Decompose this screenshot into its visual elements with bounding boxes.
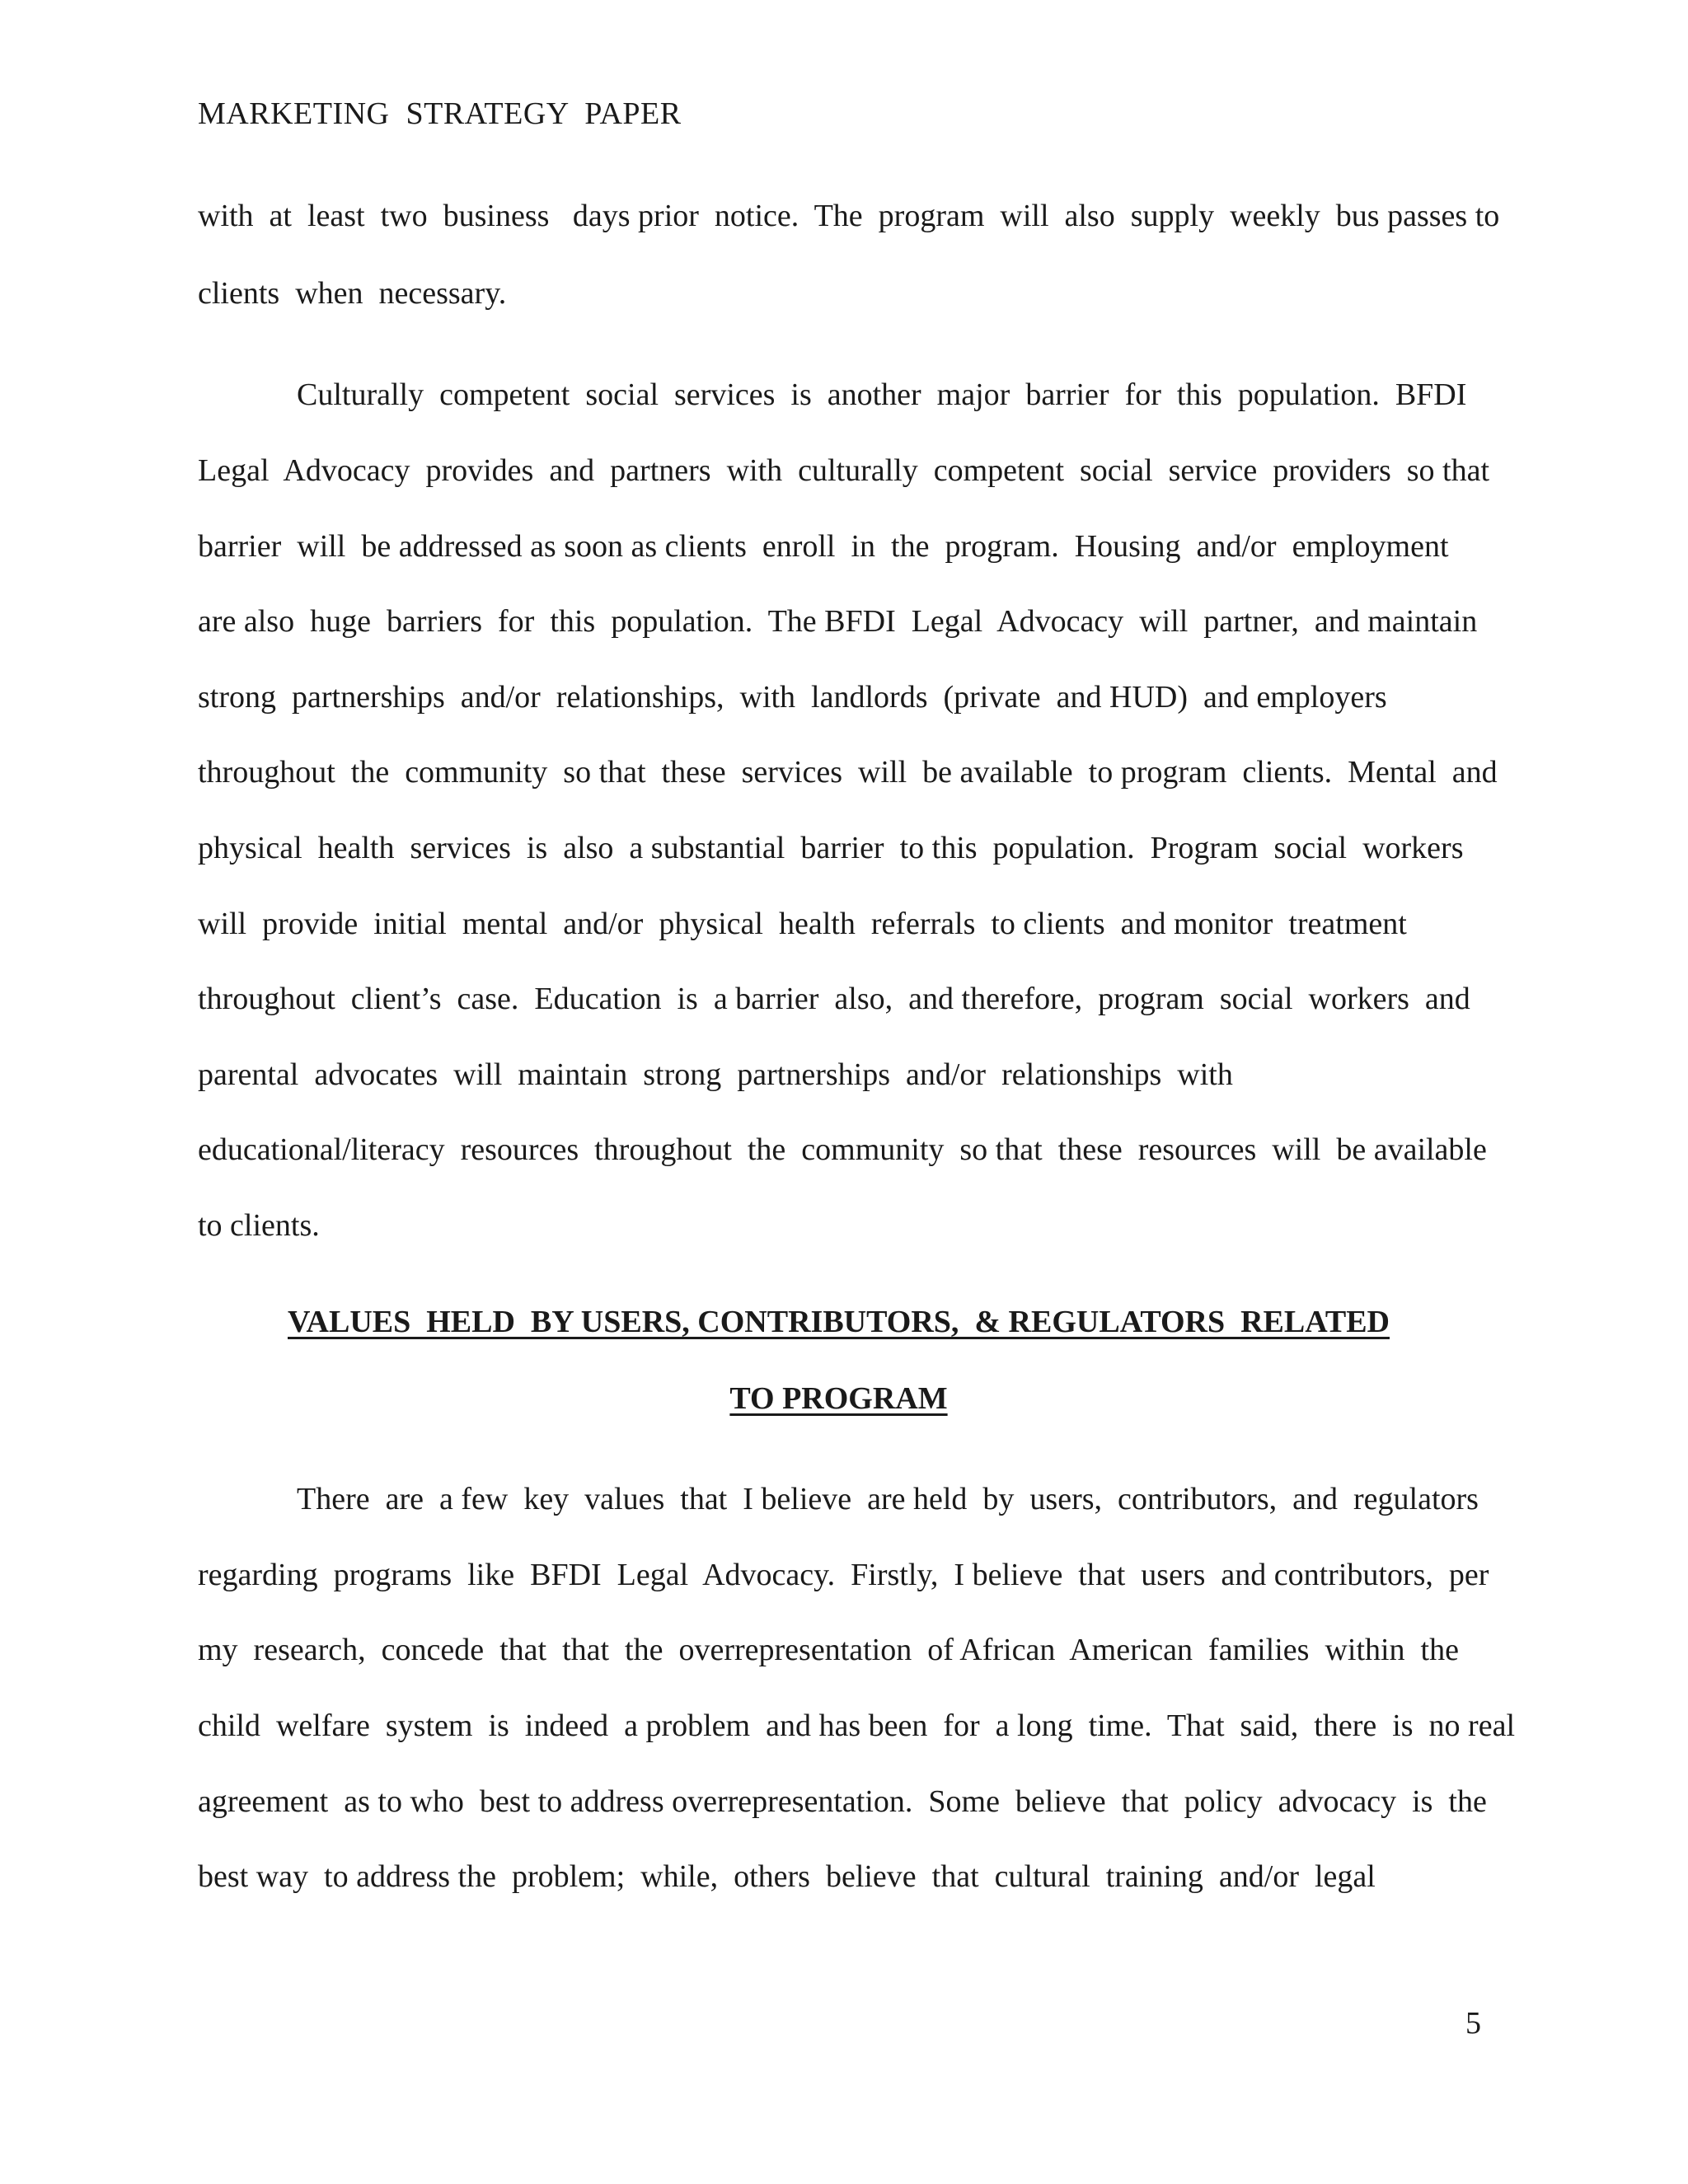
page-number: 5 — [1465, 2006, 1481, 2041]
body-line: There are a few key values that I believe are held by users, contributors, and regulators — [297, 1482, 1479, 1516]
body-line: child welfare system is indeed a problem and has been for a long time. That said, there is no real — [198, 1708, 1516, 1743]
body-line: clients when necessary. — [198, 276, 507, 311]
body-line: regarding programs like BFDI Legal Advocacy. Firstly, I believe that users and contributors, per — [198, 1558, 1489, 1592]
section-heading: VALUES HELD BY USERS, CONTRIBUTORS, & REGULATORS RELATED — [287, 1305, 1390, 1339]
body-line: best way to address the problem; while, others believe that cultural training and/or legal — [198, 1859, 1376, 1894]
body-line: are also huge barriers for this population. The BFDI Legal Advocacy will partner, and maintain — [198, 604, 1478, 639]
body-line: Culturally competent social services is another major barrier for this population. BFDI — [297, 377, 1467, 412]
body-line: strong partnerships and/or relationships, with landlords (private and HUD) and employers — [198, 680, 1387, 715]
body-line: Legal Advocacy provides and partners with culturally competent social service providers so that — [198, 453, 1490, 488]
body-line: with at least two business days prior notice. The program will also supply weekly bus passes to — [198, 199, 1500, 233]
body-line: parental advocates will maintain strong partnerships and/or relationships with — [198, 1057, 1233, 1092]
body-line: my research, concede that that the overrepresentation of African American families within the — [198, 1633, 1459, 1667]
body-line: to clients. — [198, 1208, 320, 1243]
body-line: throughout the community so that these services will be available to program clients. Mental and — [198, 755, 1498, 790]
section-heading: TO PROGRAM — [729, 1381, 948, 1416]
body-line: will provide initial mental and/or physical health referrals to clients and monitor treatment — [198, 907, 1407, 941]
running-head: MARKETING STRATEGY PAPER — [198, 96, 682, 131]
body-line: physical health services is also a substantial barrier to this population. Program social workers — [198, 831, 1464, 865]
body-line: agreement as to who best to address overrepresentation. Some believe that policy advocacy is the — [198, 1784, 1487, 1819]
body-line: throughout client’s case. Education is a barrier also, and therefore, program social workers and — [198, 982, 1470, 1016]
body-line: educational/literacy resources throughout the community so that these resources will be available — [198, 1132, 1487, 1167]
body-line: barrier will be addressed as soon as clients enroll in the program. Housing and/or employment — [198, 529, 1449, 564]
